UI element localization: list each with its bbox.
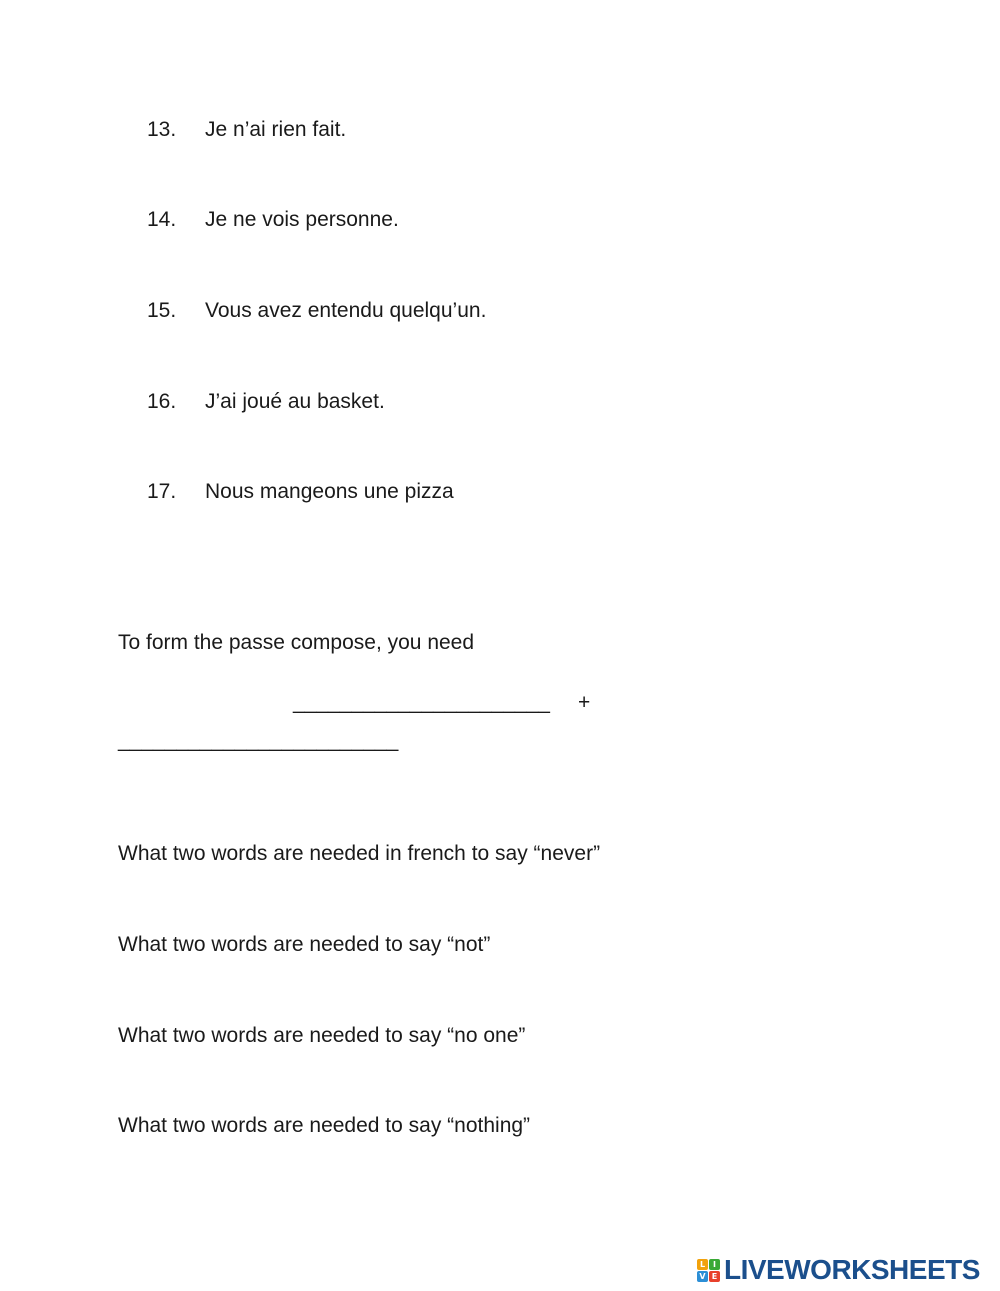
item-number: 14. <box>147 208 177 231</box>
item-number: 16. <box>147 390 177 413</box>
question-not: What two words are needed to say “not” <box>118 933 491 956</box>
question-no-one: What two words are needed to say “no one” <box>118 1024 526 1047</box>
item-sentence: J’ai joué au basket. <box>205 390 385 413</box>
logo-icon <box>697 1259 720 1282</box>
passe-compose-prompt: To form the passe compose, you need <box>118 631 475 654</box>
logo-text: LIVEWORKSHEETS <box>724 1254 980 1285</box>
question-never: What two words are needed in french to say “never” <box>118 842 601 865</box>
item-number: 17. <box>147 480 177 503</box>
liveworksheets-logo <box>697 1255 980 1285</box>
item-sentence: Vous avez entendu quelqu’un. <box>205 299 487 322</box>
logo-icon-tile: I <box>709 1259 720 1270</box>
item-number: 15. <box>147 299 177 322</box>
item-sentence: Je n’ai rien fait. <box>205 118 347 141</box>
question-nothing: What two words are needed to say “nothing” <box>118 1114 531 1137</box>
logo-icon-tile: L <box>697 1259 708 1270</box>
logo-icon-tile: E <box>709 1271 720 1282</box>
item-sentence: Je ne vois personne. <box>205 208 399 231</box>
plus-sign: + <box>578 691 591 714</box>
logo-icon-tile: V <box>697 1271 708 1282</box>
answer-blank[interactable]: ______________________ <box>293 691 550 714</box>
item-sentence: Nous mangeons une pizza <box>205 480 454 503</box>
item-number: 13. <box>147 118 177 141</box>
answer-blank[interactable]: ________________________ <box>118 729 399 752</box>
